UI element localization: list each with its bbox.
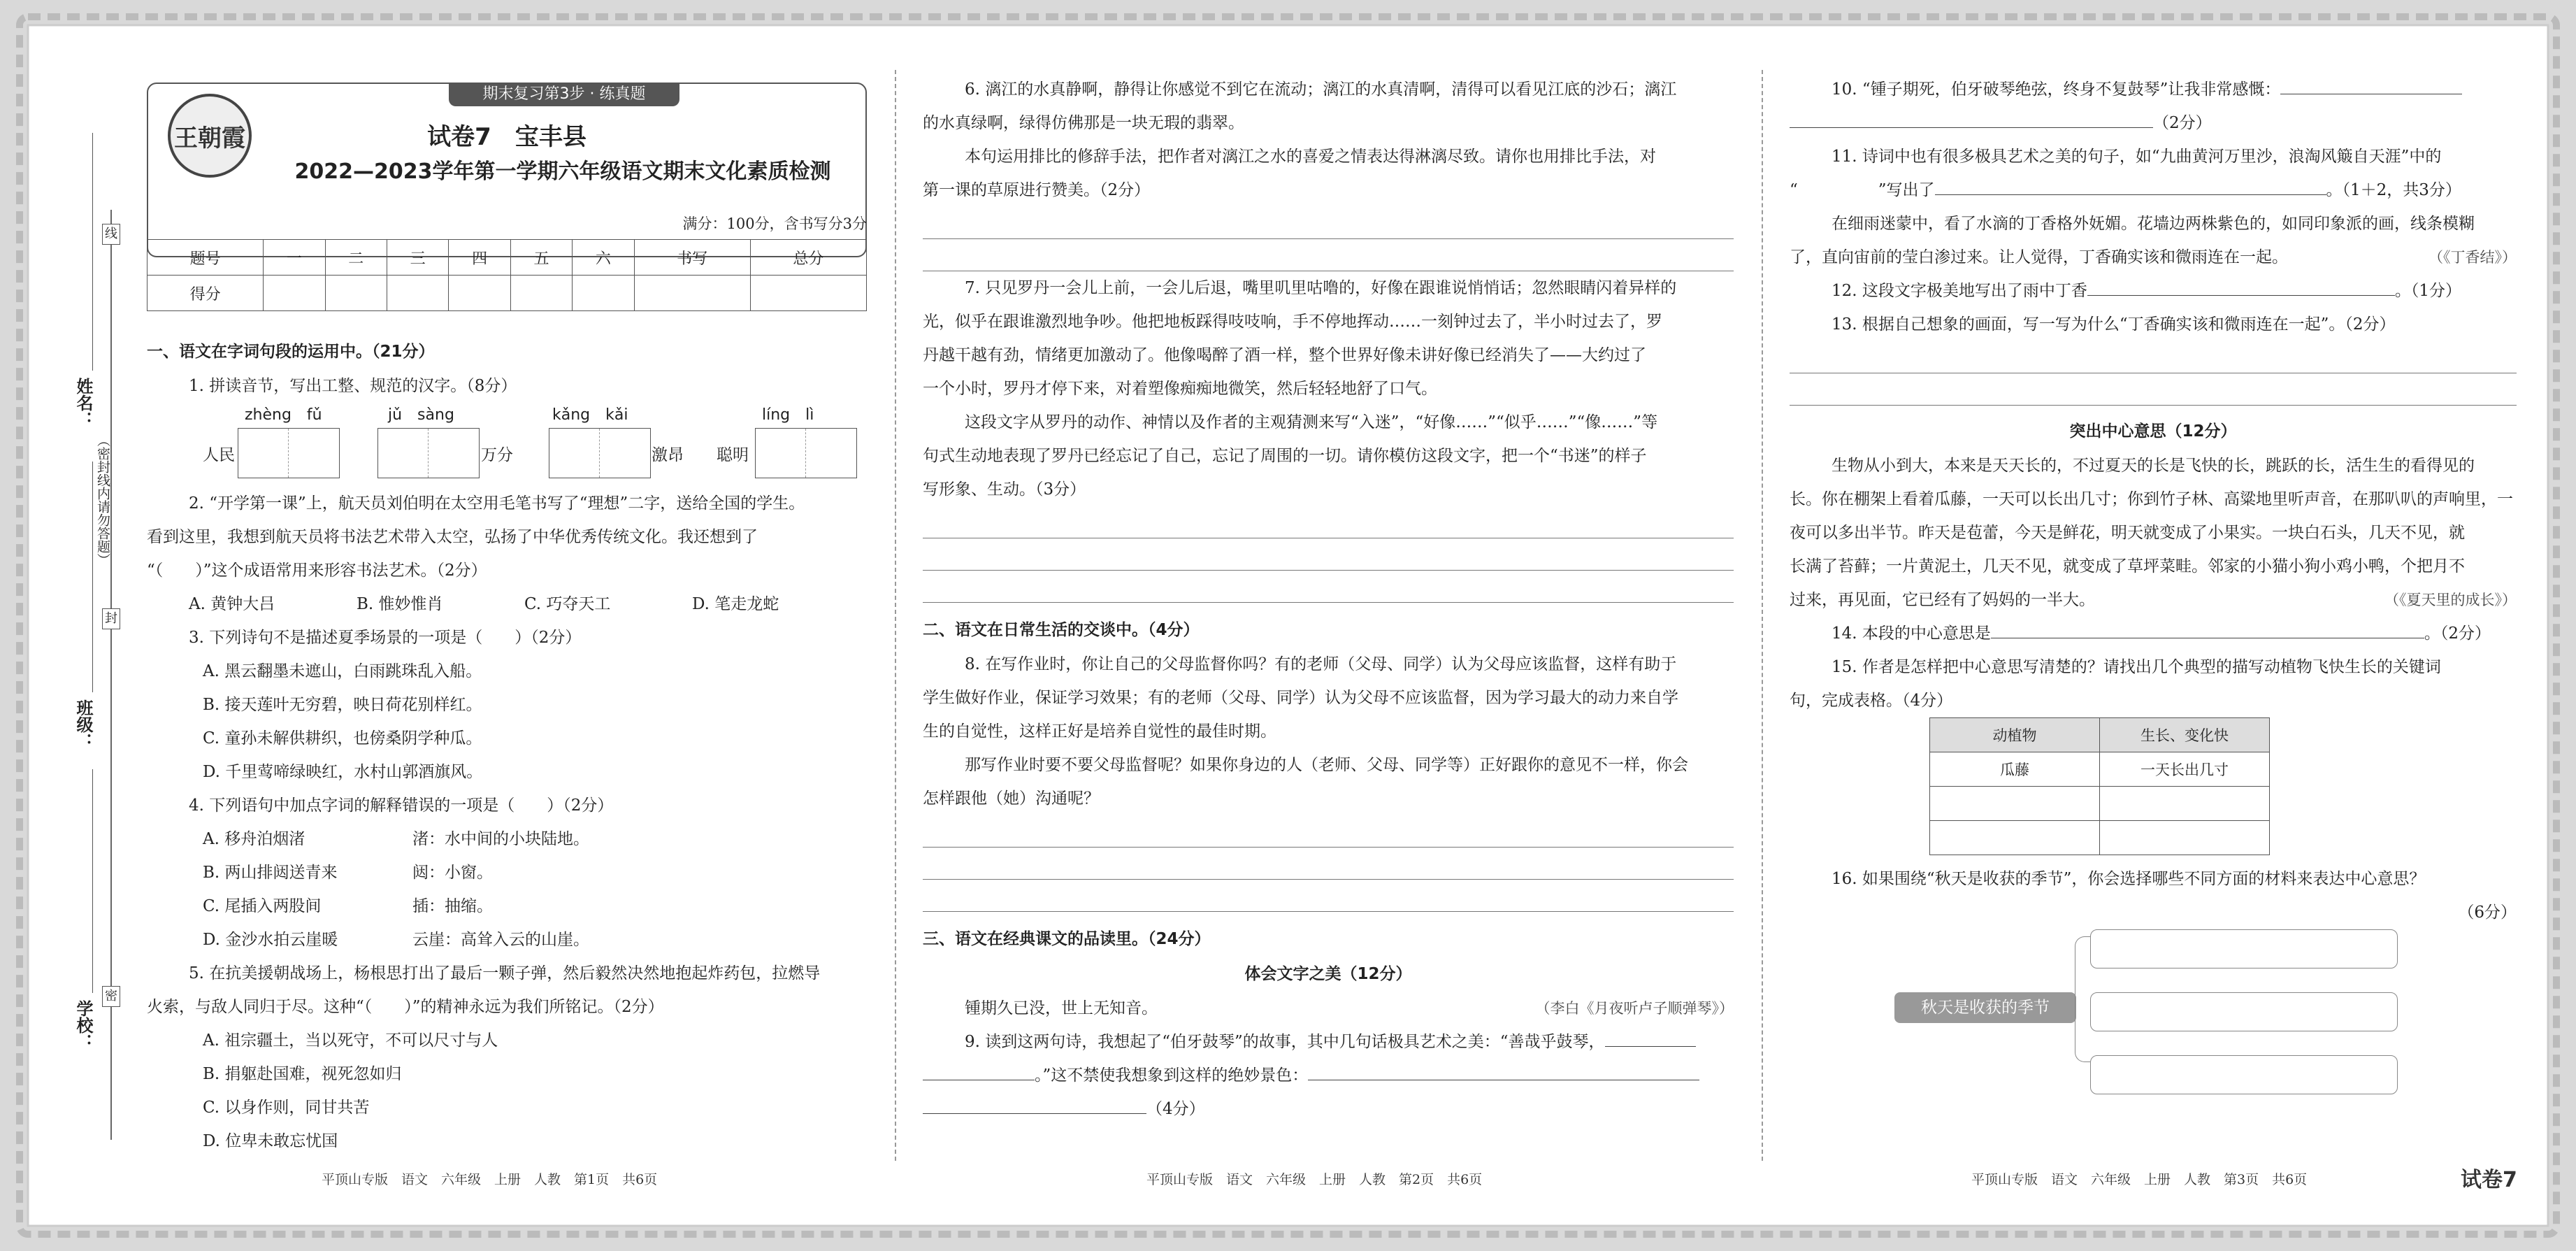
option-gloss: 闼：小窗。 [412, 864, 493, 882]
option-a[interactable]: A. 黄钟大吕 [189, 595, 275, 613]
q10-points: （2分） [2153, 114, 2212, 132]
table-cell: 一天长出几寸 [2100, 752, 2270, 787]
option-b[interactable]: B. 捐躯赴国难，视死忽如归 [203, 1065, 402, 1083]
score-header-cell: 四 [449, 240, 510, 276]
q4-option-b[interactable] [147, 856, 867, 889]
q15-line1: 15. 作者是怎样把中心意思写清楚的？请找出几个典型的描写动植物飞快生长的关键词 [1832, 658, 2441, 676]
score-cell[interactable] [264, 276, 325, 311]
poem-text: 锺期久已没，世上无知音。 [965, 999, 1158, 1017]
option-d[interactable]: D. 千里莺啼绿映红，水村山郭酒旗风。 [203, 763, 483, 781]
option-d[interactable]: D. 位卑未敢忘忧国 [203, 1132, 338, 1150]
pinyin-label: zhèng fǔ [245, 406, 322, 424]
score-header-cell: 书写 [634, 240, 750, 276]
option-gloss: 插：抽缩。 [412, 897, 493, 915]
q7-line1: 7. 只见罗丹一会儿上前，一会儿后退，嘴里叽里咕噜的，好像在跟谁说悄悄话；忽然眼睛闪着异样的 [965, 279, 1677, 297]
score-header-cell: 五 [510, 240, 572, 276]
page-1-column [147, 83, 867, 1173]
answer-line[interactable] [923, 207, 1734, 239]
q8-line2: 学生做好作业，保证学习效果；有的老师（父母、同学）认为父母不应该监督，因为学习最大的动力来自学 [923, 689, 1678, 707]
q5-line1: 5. 在抗美援朝战场上，杨根思打出了最后一颗子弹，然后毅然决然地抱起炸药包，拉燃导 [189, 964, 821, 982]
section-1-heading: 一、语文在字词句段的运用中。（21分） [147, 343, 435, 361]
q7-line6: 句式生动地表现了罗丹已经忘记了自己，忘记了周围的一切。请你模仿这段文字，把一个“书迷”的样子 [923, 447, 1647, 465]
q14-text: 14. 本段的中心意思是 [1832, 624, 1991, 643]
seal-mark-line: 线 [102, 224, 120, 245]
option-text: D. 金沙水拍云崖暖 [203, 931, 338, 949]
q12-points: 。（1分） [2394, 282, 2462, 300]
passage2-line4: 长满了苔藓；一片黄泥土，几天不见，就变成了草坪菜畦。邻家的小猫小狗小鸡小鸭，个把月不 [1790, 557, 2465, 576]
answer-blank[interactable] [1605, 1029, 1696, 1047]
answer-blank[interactable] [1991, 621, 2424, 638]
q9-points: （4分） [1146, 1100, 1205, 1118]
score-note: 满分：100分，含书写分3分 [682, 215, 867, 232]
table-header-cell: 生长、变化快 [2100, 718, 2270, 752]
answer-line[interactable] [923, 239, 1734, 271]
table-row [1930, 821, 2270, 855]
q8-line1: 8. 在写作业时，你让自己的父母监督你吗？有的老师（父母、同学）认为父母应该监督，这样有助于 [965, 655, 1677, 673]
score-header-cell: 二 [325, 240, 387, 276]
writing-grid[interactable] [549, 428, 651, 478]
q6-line4: 第一课的草原进行赞美。（2分） [923, 181, 1151, 199]
mind-map-brace [2075, 936, 2090, 1062]
option-b[interactable]: B. 接天莲叶无穷碧，映日荷花别样红。 [203, 696, 482, 714]
q9-line1 [923, 1025, 1734, 1059]
q8-line4: 那写作业时要不要父母监督呢？如果你身边的人（老师、父母、同学等）正好跟你的意见不一样，你会 [965, 756, 1688, 774]
table-row [1930, 752, 2270, 787]
writing-grid[interactable] [238, 428, 340, 478]
page-2-column [923, 73, 1734, 1164]
poem-line [923, 992, 1734, 1025]
page-3-footer: 平顶山专版 语文 六年级 上册 人教 第3页 共6页 [1971, 1172, 2308, 1187]
answer-blank[interactable] [2280, 77, 2462, 94]
option-text: A. 移舟泊烟渚 [203, 830, 305, 848]
q7-line4: 一个小时，罗丹才停下来，对着塑像痴痴地微笑，然后轻轻地舒了口气。 [923, 380, 1437, 398]
name-label: 姓名： [73, 378, 93, 428]
score-cell[interactable] [325, 276, 387, 311]
pinyin-label: líng lì [762, 406, 814, 424]
option-a[interactable]: A. 祖宗疆土，当以死守，不可以尺寸与人 [203, 1031, 498, 1050]
section-3-heading: 三、语文在经典课文的品读里。（24分） [923, 930, 1211, 948]
q6-line3: 本句运用排比的修辞手法，把作者对漓江之水的喜爱之情表达得淋漓尽致。请你也用排比手法，对 [965, 148, 1656, 166]
brand-logo: 王朝霞 [168, 94, 252, 178]
school-label: 学校： [73, 1000, 93, 1050]
answer-line[interactable] [923, 848, 1734, 880]
column-divider [1762, 70, 1763, 1161]
passage1-line2 [1790, 241, 2517, 274]
q16-prompt: 16. 如果围绕“秋天是收获的季节”，你会选择哪些不同方面的材料来表达中心意思？ [1832, 870, 2426, 888]
passage1-line1: 在细雨迷蒙中，看了水滴的丁香格外妩媚。花墙边两株紫色的，如同印象派的画，线条模糊 [1832, 215, 2475, 233]
option-gloss: 云崖：高耸入云的山崖。 [412, 931, 589, 949]
q16-points: （6分） [2458, 903, 2517, 922]
passage2-line5 [1790, 583, 2517, 617]
option-c[interactable]: C. 巧夺天工 [524, 595, 611, 613]
q8-line3: 生的自觉性，这样正好是培养自觉性的最佳时期。 [923, 722, 1276, 741]
q9-line3 [923, 1092, 1734, 1126]
mind-map-box[interactable] [2090, 992, 2398, 1031]
q7-line7: 写形象、生动。（3分） [923, 480, 1086, 499]
poem-source: （李白《月夜听卢子顺弹琴》） [1535, 1000, 1734, 1017]
answer-blank[interactable] [923, 1063, 1035, 1080]
passage-text: 过来，再见面，它已经有了妈妈的一半大。 [1790, 591, 2095, 609]
q5-line2: 火索，与敌人同归于尽。这种“（ ）”的精神永远为我们所铭记。（2分） [147, 998, 664, 1016]
passage2-line2: 长。你在棚架上看着瓜藤，一天可以长出几寸；你到竹子林、高粱地里听声音，在那叭叭的声响里，一 [1790, 490, 2513, 508]
mind-map-center: 秋天是收获的季节 [1894, 992, 2076, 1023]
q10-line2 [1790, 106, 2517, 140]
option-b[interactable]: B. 惟妙惟肖 [357, 595, 443, 613]
table-header-cell: 动植物 [1930, 718, 2100, 752]
score-cell[interactable] [510, 276, 572, 311]
q2-line1: 2. “开学第一课”上，航天员刘伯明在太空用毛笔书写了“理想”二字，送给全国的学生。 [189, 494, 805, 513]
growth-table-header [1930, 718, 2270, 752]
seal-mark-seal: 封 [102, 608, 120, 629]
q2-line3: “（ ）”这个成语常用来形容书法艺术。（2分） [147, 562, 487, 580]
answer-line[interactable] [923, 571, 1734, 603]
q4-prompt: 4. 下列语句中加点字词的解释错误的一项是（ ）（2分） [189, 796, 614, 815]
growth-table [1929, 717, 2270, 855]
option-a[interactable]: A. 黑云翻墨未遮山，白雨跳珠乱入船。 [203, 662, 482, 680]
answer-blank[interactable] [1308, 1063, 1699, 1080]
word-fragment: 激昂 [652, 446, 684, 464]
answer-blank[interactable] [1790, 110, 2153, 128]
q4-option-c[interactable] [147, 889, 867, 923]
q11-line2 [1790, 173, 2517, 207]
mind-map-box[interactable] [2090, 929, 2398, 968]
binding-sidebar [56, 0, 126, 1201]
table-cell: 瓜藤 [1930, 752, 2100, 787]
score-header-cell: 总分 [750, 240, 866, 276]
q9-text: 。”这不禁使我想象到这样的绝妙景色： [1035, 1066, 1309, 1085]
q1-prompt: 1. 拼读音节，写出工整、规范的汉字。（8分） [189, 377, 517, 395]
table-cell[interactable] [1930, 787, 2100, 821]
passage2-line3: 夜可以多出半节。昨天是苞蕾，今天是鲜花，明天就变成了小果实。一块白石头，几天不见，就 [1790, 524, 2465, 542]
passage-source: （《夏天里的成长》） [2384, 592, 2517, 608]
seal-note: （密封线内请勿答题） [95, 434, 110, 566]
q9-text: 9. 读到这两句诗，我想起了“伯牙鼓琴”的故事，其中几句话极具艺术之美：“善哉乎鼓琴， [965, 1033, 1605, 1051]
paper-number: 试卷7 [2461, 1168, 2517, 1192]
class-field-line[interactable] [92, 462, 93, 692]
q7-line5: 这段文字从罗丹的动作、神情以及作者的主观猜测来写“入迷”，“好像……”“似乎……”“像……”等 [965, 413, 1658, 431]
passage-text: 了，直向宙前的莹白渗过来。让人觉得，丁香确实该和微雨连在一起。 [1790, 248, 2288, 266]
review-tag: 期末复习第3步 · 练真题 [449, 83, 679, 106]
table-row [1930, 787, 2270, 821]
name-field-line[interactable] [92, 133, 93, 371]
writing-grid[interactable] [377, 428, 480, 478]
q8-line5: 怎样跟他（她）沟通呢？ [923, 789, 1100, 808]
score-row-label: 得分 [147, 276, 264, 311]
score-cell[interactable] [387, 276, 448, 311]
answer-blank[interactable] [2087, 278, 2395, 296]
q6-line1: 6. 漓江的水真静啊，静得让你感觉不到它在流动；漓江的水真清啊，清得可以看见江底的沙石；漓江 [965, 80, 1677, 99]
section-2-heading: 二、语文在日常生活的交谈中。（4分） [923, 621, 1200, 639]
school-field-line[interactable] [92, 769, 93, 993]
score-cell[interactable] [573, 276, 634, 311]
page-2-footer: 平顶山专版 语文 六年级 上册 人教 第2页 共6页 [1146, 1172, 1483, 1187]
score-cell[interactable] [634, 276, 750, 311]
score-cell[interactable] [750, 276, 866, 311]
score-cell[interactable] [449, 276, 510, 311]
word-fragment: 聪明 [717, 446, 749, 464]
q7-line2: 光，似乎在跟谁激烈地争吵。他把地板踩得吱吱响，手不停地挥动……一刻钟过去了，半小时过去了，罗 [923, 313, 1662, 331]
writing-grid[interactable] [755, 428, 857, 478]
pinyin-label: kǎng kǎi [552, 406, 628, 424]
q2-line2: 看到这里，我想到航天员将书法艺术带入太空，弘扬了中华优秀传统文化。我还想到了 [147, 528, 758, 546]
answer-line[interactable] [923, 815, 1734, 848]
q12-text: 12. 这段文字极美地写出了雨中丁香 [1832, 282, 2087, 300]
answer-line[interactable] [923, 880, 1734, 912]
subsection-heading: 突出中心意思（12分） [2069, 422, 2237, 441]
answer-blank[interactable] [923, 1096, 1146, 1114]
q11-points: 。（1＋2，共3分） [2326, 181, 2461, 199]
q14-points: 。（2分） [2424, 624, 2491, 643]
passage-source: （《丁香结》） [2429, 249, 2517, 266]
answer-line[interactable] [1790, 341, 2517, 373]
q13-prompt: 13. 根据自己想象的画面，写一写为什么“丁香确实该和微雨连在一起”。（2分） [1832, 315, 2396, 334]
q7-line3: 丹越干越有劲，情绪更加激动了。他像喝醉了酒一样，整个世界好像未讲好像已经消失了——大约过了 [923, 346, 1646, 364]
q10-line1 [1790, 73, 2517, 106]
page-3-column [1790, 73, 2517, 1164]
option-d[interactable]: D. 笔走龙蛇 [692, 595, 779, 613]
mind-map [1790, 929, 2517, 1111]
table-cell[interactable] [2100, 821, 2270, 855]
mind-map-box[interactable] [2090, 1055, 2398, 1094]
option-c[interactable]: C. 以身作则，同甘共苦 [203, 1099, 370, 1117]
score-header-cell: 题号 [147, 240, 264, 276]
passage2-line1: 生物从小到大，本来是天天长的，不过夏天的长是飞快的长，跳跃的长，活生生的看得见的 [1832, 457, 2475, 475]
score-header-cell: 三 [387, 240, 448, 276]
score-header-cell: 一 [264, 240, 325, 276]
pinyin-label: jǔ sàng [388, 406, 454, 424]
q4-option-d[interactable] [147, 923, 867, 957]
page-1-footer: 平顶山专版 语文 六年级 上册 人教 第1页 共6页 [322, 1172, 658, 1187]
word-fragment: 人民 [203, 446, 235, 464]
q3-prompt: 3. 下列诗句不是描述夏季场景的一项是（ ）（2分） [189, 629, 582, 647]
option-c[interactable]: C. 童孙未解供耕织，也傍桑阴学种瓜。 [203, 729, 482, 748]
q9-line2 [923, 1059, 1734, 1092]
option-gloss: 渚：水中间的小块陆地。 [412, 830, 589, 848]
score-table [147, 239, 867, 311]
q15-line2: 句，完成表格。（4分） [1790, 692, 1953, 710]
class-label: 班级： [73, 699, 93, 750]
seal-mark-secret: 密 [102, 986, 120, 1007]
word-fragment: 万分 [481, 446, 513, 464]
q14-line [1790, 617, 2517, 650]
q12-line [1790, 274, 2517, 308]
table-cell[interactable] [1930, 821, 2100, 855]
score-header-cell: 六 [573, 240, 634, 276]
answer-line[interactable] [923, 538, 1734, 571]
q11-text: “ ”写出了 [1790, 181, 1935, 199]
score-value-row [147, 276, 867, 311]
pinyin-grid-row [147, 403, 867, 487]
table-cell[interactable] [2100, 787, 2270, 821]
answer-blank[interactable] [1935, 178, 2326, 195]
q4-option-a[interactable] [147, 822, 867, 856]
score-header-row [147, 240, 867, 276]
column-divider [895, 70, 896, 1161]
subsection-heading: 体会文字之美（12分） [1244, 965, 1412, 983]
answer-line[interactable] [923, 506, 1734, 538]
q10-text: 10. “锺子期死，伯牙破琴绝弦，终身不复鼓琴”让我非常感慨： [1832, 80, 2281, 99]
q11-line1: 11. 诗词中也有很多极具艺术之美的句子，如“九曲黄河万里沙，浪淘风簸自天涯”中的 [1832, 148, 2442, 166]
exam-title: 试卷7 宝丰县 [427, 123, 587, 151]
exam-subtitle: 2022—2023学年第一学期六年级语文期末文化素质检测 [294, 159, 831, 184]
answer-line[interactable] [1790, 373, 2517, 406]
q2-options [147, 587, 867, 621]
option-text: C. 尾插入两股间 [203, 897, 322, 915]
q6-line2: 的水真绿啊，绿得仿佛那是一块无瑕的翡翠。 [923, 114, 1244, 132]
option-text: B. 两山排闼送青来 [203, 864, 338, 882]
